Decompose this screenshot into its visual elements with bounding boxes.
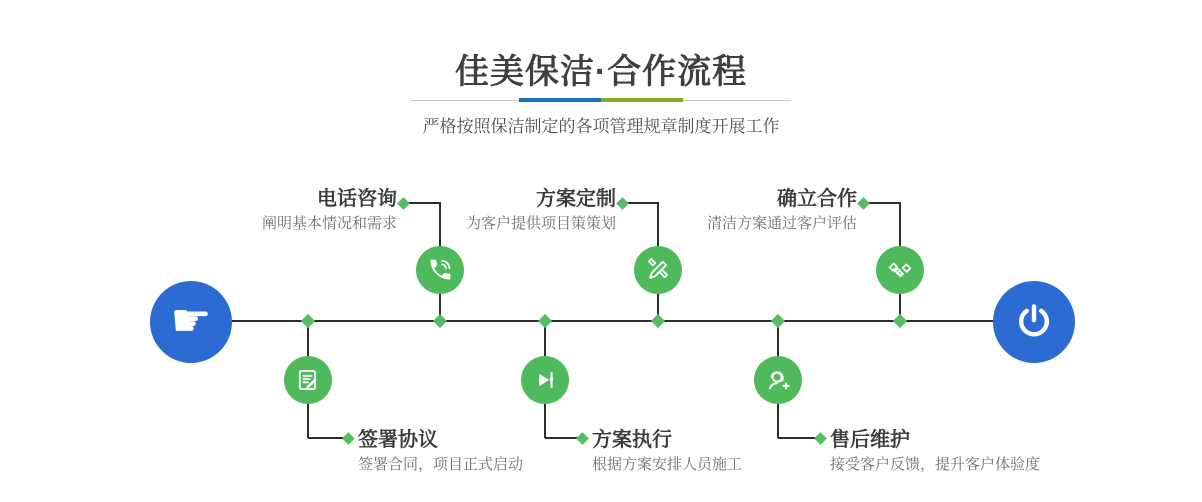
divider-accent-blue: [519, 98, 601, 102]
step-description: 阐明基本情况和需求: [261, 215, 397, 232]
play-slider-icon: [531, 366, 559, 394]
step-title: 电话咨询: [317, 188, 397, 210]
step-bottom-1: [358, 427, 523, 477]
step-node-custom-plan: [634, 246, 682, 294]
timeline-diamond: [651, 314, 665, 328]
step-bottom-2: [592, 427, 742, 477]
label-diamond: [342, 432, 355, 445]
step-top-3: [707, 186, 857, 236]
contract-pen-icon: [294, 366, 322, 394]
label-diamond: [397, 197, 410, 210]
step-description: 为客户提供项目策策划: [465, 215, 616, 232]
timeline-main-line: [232, 320, 993, 322]
start-node: [150, 281, 232, 363]
label-diamond: [814, 432, 827, 445]
step-node-after-sales: [754, 356, 802, 404]
step-node-execution: [521, 356, 569, 404]
step-node-cooperation: [876, 246, 924, 294]
handshake-icon: [886, 256, 914, 284]
step-bottom-3: [830, 427, 1040, 477]
page-title: 佳美保洁·合作流程: [454, 53, 748, 91]
label-diamond: [616, 197, 629, 210]
step-description: 签署合同，项目正式启动: [358, 456, 524, 473]
step-description: 清洁方案通过客户评估: [706, 215, 857, 232]
label-diamond: [576, 432, 589, 445]
timeline-diamond: [771, 314, 785, 328]
end-node: [993, 281, 1075, 363]
timeline-diamond: [433, 314, 447, 328]
timeline-diamond: [893, 314, 907, 328]
step-node-contract: [284, 356, 332, 404]
step-description: 接受客户反馈，提升客户体验度: [830, 456, 1041, 473]
headset-plus-icon: [764, 366, 792, 394]
divider-accent-green: [601, 98, 683, 102]
phone-icon: [426, 256, 454, 284]
step-title: 确立合作: [777, 188, 857, 210]
step-top-2: [466, 186, 616, 236]
hand-pointer-icon: ☛: [170, 293, 212, 347]
timeline-diamond: [301, 314, 315, 328]
label-diamond: [857, 197, 870, 210]
step-description: 根据方案安排人员施工: [592, 456, 743, 473]
step-top-1: [262, 186, 397, 236]
timeline-diamond: [538, 314, 552, 328]
step-title: 方案执行: [592, 429, 672, 451]
step-title: 方案定制: [536, 188, 616, 210]
step-node-phone: [416, 246, 464, 294]
step-title: 售后维护: [830, 429, 910, 451]
pencil-wrench-icon: [644, 256, 672, 284]
step-title: 签署协议: [358, 429, 438, 451]
page-subtitle: 严格按照保洁制定的各项管理规章制度开展工作: [422, 117, 780, 136]
power-icon: [1012, 300, 1056, 344]
